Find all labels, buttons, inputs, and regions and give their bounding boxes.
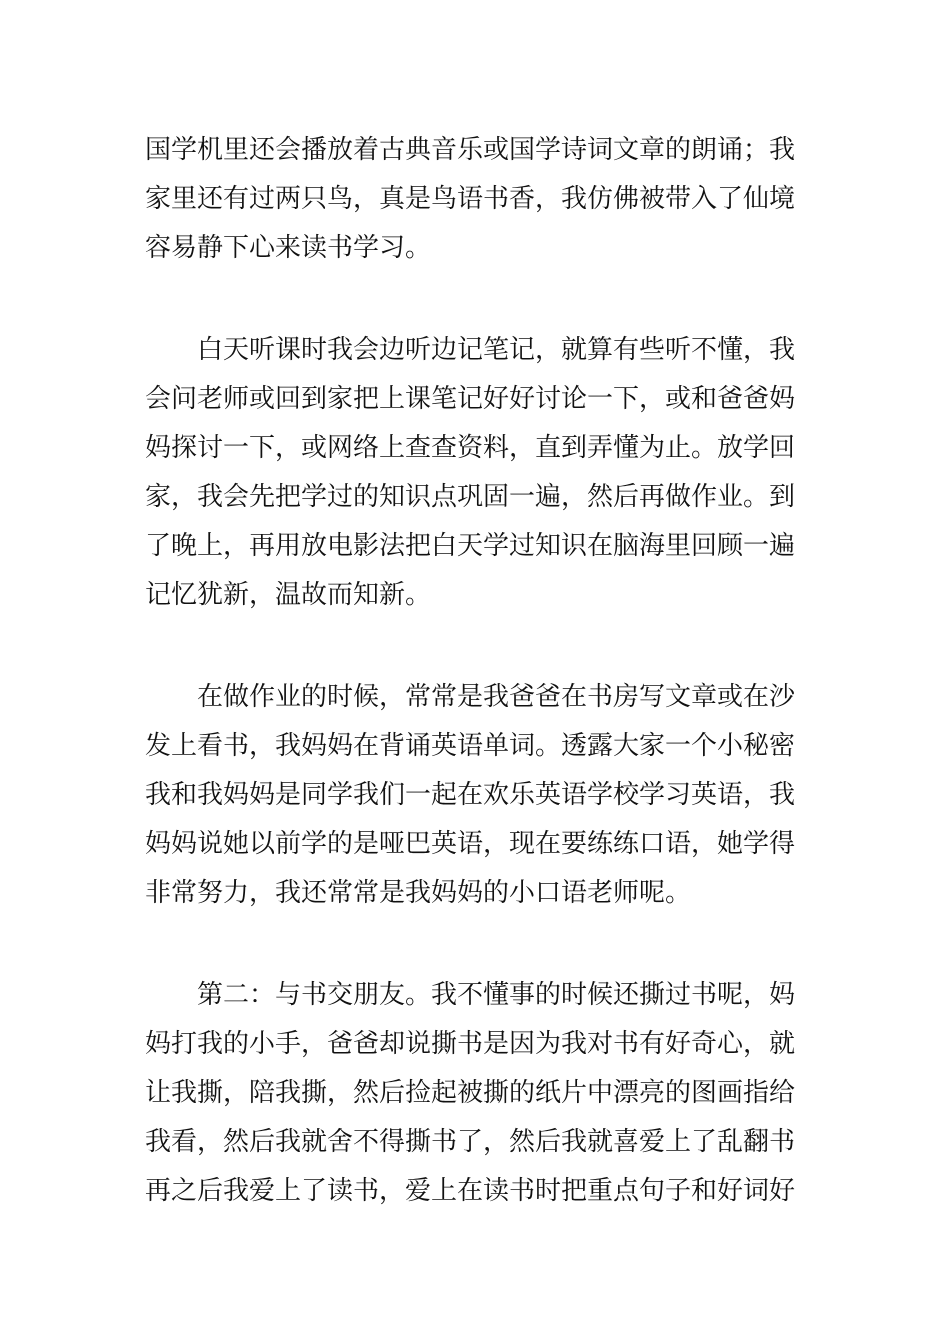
text-line: 第二：与书交朋友。我不懂事的时候还撕过书呢，妈 <box>145 980 796 1010</box>
text-line: 容易静下心来读书学习。 <box>145 233 432 263</box>
text-line: 国学机里还会播放着古典音乐或国学诗词文章的朗诵；我 <box>145 135 796 165</box>
text-line: 我和我妈妈是同学我们一起在欢乐英语学校学习英语，我 <box>145 780 796 810</box>
text-line: 妈探讨一下，或网络上查查资料，直到弄懂为止。放学回 <box>145 433 796 463</box>
text-line: 让我撕，陪我撕，然后捡起被撕的纸片中漂亮的图画指给 <box>145 1078 796 1108</box>
text-line: 妈妈说她以前学的是哑巴英语，现在要练练口语，她学得 <box>145 829 796 859</box>
text-line: 再之后我爱上了读书，爱上在读书时把重点句子和好词好 <box>145 1176 796 1206</box>
text-line: 发上看书，我妈妈在背诵英语单词。透露大家一个小秘密 <box>145 731 796 761</box>
text-line: 了晚上，再用放电影法把白天学过知识在脑海里回顾一遍 <box>145 531 796 561</box>
text-line: 家里还有过两只鸟，真是鸟语书香，我仿佛被带入了仙境 <box>145 184 796 214</box>
text-line: 记忆犹新，温故而知新。 <box>145 580 432 610</box>
text-line: 在做作业的时候，常常是我爸爸在书房写文章或在沙 <box>145 682 796 712</box>
text-line: 会问老师或回到家把上课笔记好好讨论一下，或和爸爸妈 <box>145 384 796 414</box>
text-line: 白天听课时我会边听边记笔记，就算有些听不懂，我 <box>145 335 796 365</box>
text-line: 家，我会先把学过的知识点巩固一遍，然后再做作业。到 <box>145 482 796 512</box>
text-line: 非常努力，我还常常是我妈妈的小口语老师呢。 <box>145 878 692 908</box>
text-line: 我看，然后我就舍不得撕书了，然后我就喜爱上了乱翻书 <box>145 1127 796 1157</box>
text-line: 妈打我的小手，爸爸却说撕书是因为我对书有好奇心，就 <box>145 1029 796 1059</box>
